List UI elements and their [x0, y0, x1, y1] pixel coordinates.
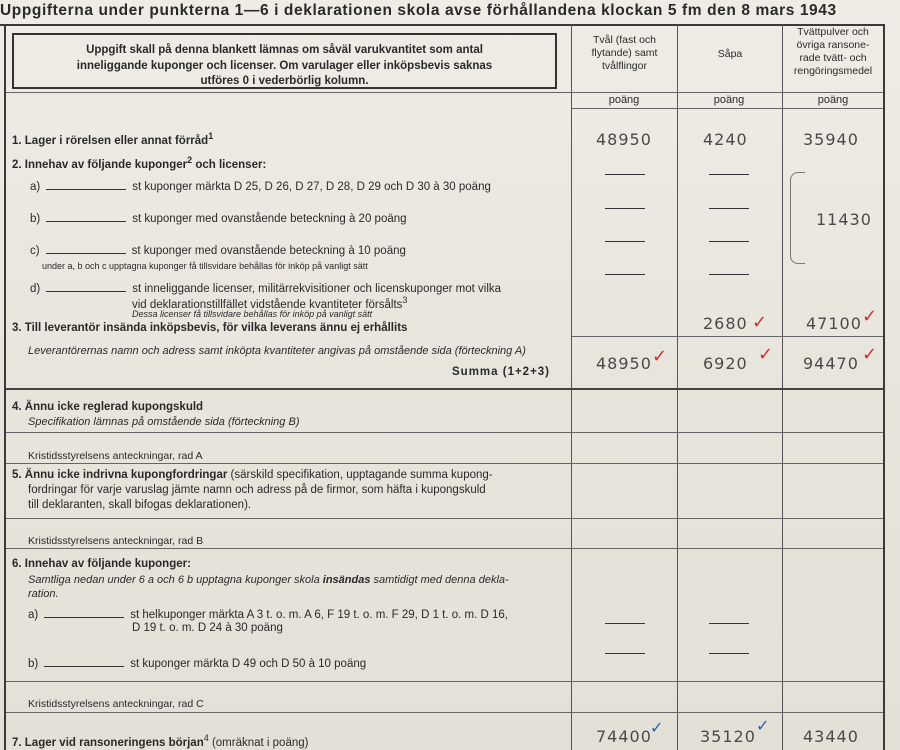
handwritten-bracket: [790, 172, 805, 264]
dash-r2b-2: [709, 208, 749, 209]
row-2-label: 2. Innehav av följande kuponger$^2$ och licenser:: [12, 155, 267, 171]
notice-line-1: Uppgift skall på denna blankett lämnas om såväl varukvantitet som antal: [86, 44, 483, 56]
dash-r2d-1: [605, 274, 645, 275]
dash-r2c-2: [709, 241, 749, 242]
row-2b: b) st kuponger med ovanstående beteckning à 20 poäng: [30, 213, 407, 225]
row-5-separator: [6, 518, 883, 519]
row-3-underline: [572, 336, 883, 337]
row-6a: a) st helkuponger märkta A 3 t. o. m. A 6, F 19 t. o. m. F 29, D 1 t. o. m. D 16,: [28, 609, 508, 621]
dash-r6a-1: [605, 623, 645, 624]
row-2c: c) st kuponger med ovanstående beteckning à 10 poäng: [30, 245, 406, 257]
top-border: [0, 24, 885, 26]
value-summa-sapa: 6920: [703, 354, 748, 373]
notice-line-3: utföres 0 i vederbörlig kolumn.: [200, 75, 369, 87]
dash-r2a-2: [709, 174, 749, 175]
value-summa-tvattpulver: 94470: [803, 354, 859, 373]
row-2d: d) st inneliggande licenser, militärrekvisitioner och licenskuponger mot vilka: [30, 283, 502, 295]
column-header-sapa: Såpa: [717, 48, 743, 60]
row-4-note: Specifikation lämnas på omstående sida (förteckning B): [28, 416, 300, 428]
blue-check-icon: ✓: [650, 718, 664, 737]
row-1-label: 1. Lager i rörelsen eller annat förråd$^1$: [12, 131, 214, 147]
red-check-icon: ✓: [862, 306, 878, 327]
column-header-tval: Tvål (fast och flytande) samt tvålflingor: [591, 34, 658, 72]
value-r1-sapa: 4240: [703, 130, 748, 149]
value-r7-tvattpulver: 43440: [803, 727, 859, 746]
value-r1-tval: 48950: [596, 130, 652, 149]
blue-check-icon: ✓: [756, 716, 770, 735]
summa-label: Summa (1+2+3): [452, 366, 551, 378]
row-6-note-end: ration.: [28, 588, 59, 600]
right-border: [883, 24, 885, 750]
row-2d-note: Dessa licenser få tillsvidare behållas för inköp på vanligt sätt: [132, 309, 373, 319]
row-6-separator: [6, 681, 883, 682]
unit-label-3: poäng: [817, 94, 849, 106]
dash-r2a-1: [605, 174, 645, 175]
dash-r6b-1: [605, 653, 645, 654]
row-5-line1: 5. Ännu icke indrivna kupongfordringar (särskild specifikation, upptagande summa kupong-: [12, 469, 493, 481]
row-4-separator: [6, 432, 883, 433]
row-b-separator: [6, 548, 883, 549]
row-5-line2: fordringar för varje varuslag jämte namn och adress på de firmor, som häfta i kupongskuld: [28, 484, 486, 496]
dash-r6b-2: [709, 653, 749, 654]
row-6b: b) st kuponger märkta D 49 och D 50 à 10 poäng: [28, 658, 367, 670]
value-r2-bracket: 11430: [816, 210, 872, 229]
dash-r6a-2: [709, 623, 749, 624]
value-r7-tval: 74400: [596, 727, 652, 746]
row-6-label: 6. Innehav av följande kuponger:: [12, 558, 191, 570]
kristid-a: Kristidsstyrelsens anteckningar, rad A: [28, 450, 203, 462]
row-6-note: Samtliga nedan under 6 a och 6 b upptagna kuponger skola insändas samtidigt med denna dekla-: [28, 574, 509, 586]
row-a-separator: [6, 463, 883, 464]
row-3-label: 3. Till leverantör insända inköpsbevis, för vilka leverans ännu ej erhållits: [12, 322, 408, 334]
notice-box: [12, 33, 557, 89]
row-2c-note: under a, b och c upptagna kuponger få tillsvidare behållas för inköp på vanligt sätt: [42, 261, 368, 271]
red-check-icon: ✓: [758, 344, 774, 365]
row-6a-line2: D 19 t. o. m. D 24 à 30 poäng: [132, 622, 283, 634]
unit-separator: [572, 108, 883, 109]
kristid-b: Kristidsstyrelsens anteckningar, rad B: [28, 535, 204, 547]
summa-separator: [6, 388, 883, 390]
value-summa-tval: 48950: [596, 354, 652, 373]
red-check-icon: ✓: [752, 312, 768, 333]
value-r1-tvattpulver: 35940: [803, 130, 859, 149]
row-7-label: 7. Lager vid ransoneringens början$^4$ (omräknat i poäng): [12, 733, 309, 749]
value-r7-sapa: 35120: [700, 727, 756, 746]
value-r3-sapa: 2680: [703, 314, 748, 333]
column-divider-3: [782, 24, 783, 750]
value-r3-tvattpulver: 47100: [806, 314, 862, 333]
column-divider-1: [571, 24, 572, 750]
dash-r2d-2: [709, 274, 749, 275]
row-4-label: 4. Ännu icke reglerad kupongskuld: [12, 401, 204, 413]
column-divider-2: [677, 24, 678, 750]
row-2d-line2: vid deklarationstillfället vidstående kvantiteter försålts$^3$: [132, 295, 408, 311]
row-5-line3: till deklaranten, skall bifogas deklarationen).: [28, 499, 252, 511]
row-3-note: Leverantörernas namn och adress samt inköpta kvantiteter angivas på omstående sida (förteckning A): [28, 345, 526, 357]
notice-line-2: inneliggande kuponger och licenser. Om varulager eller inköpsbevis saknas: [76, 59, 493, 72]
column-header-tvattpulver: Tvättpulver och övriga ransone- rade tvätt- och rengöringsmedel: [793, 26, 873, 77]
unit-label-2: poäng: [713, 94, 745, 106]
kristid-c: Kristidsstyrelsens anteckningar, rad C: [28, 698, 204, 710]
dash-r2c-1: [605, 241, 645, 242]
unit-label-1: poäng: [608, 94, 640, 106]
red-check-icon: ✓: [862, 344, 878, 365]
row-c-separator: [6, 712, 883, 713]
left-border: [4, 24, 6, 750]
dash-r2b-1: [605, 208, 645, 209]
header-separator: [6, 92, 883, 93]
red-check-icon: ✓: [652, 346, 668, 367]
form-header: Uppgifterna under punkterna 1—6 i deklarationen skola avse förhållandena klockan 5 fm den 8 mars 1943: [0, 2, 837, 19]
row-2a: a) st kuponger märkta D 25, D 26, D 27, D 28, D 29 och D 30 à 30 poäng: [30, 181, 491, 193]
